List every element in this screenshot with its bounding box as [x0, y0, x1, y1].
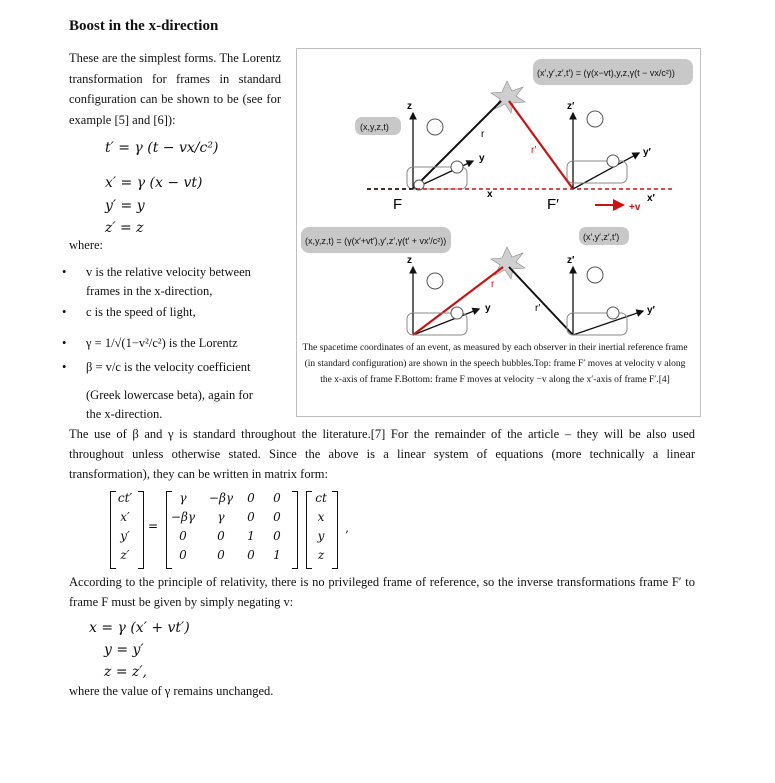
matrix-equation — [110, 491, 370, 569]
matrix-cell: 0 — [179, 529, 187, 543]
top-axis-x: x — [487, 189, 493, 200]
matrix-cell: γ — [179, 491, 187, 505]
equation-x: x′ = γ (x − vt) — [105, 175, 203, 191]
body-paragraph-3: According to the principle of relativity, there is no privileged frame of reference, so the inverse transformations frame F′ to frame F must be given by simply negating v: — [69, 575, 695, 609]
rhs-cell: y — [317, 529, 325, 543]
bullet-note-line: the x-direction. — [86, 407, 163, 421]
inverse-equation-y: y = y′ — [104, 642, 144, 658]
intro-paragraph: These are the simplest forms. The Lorentz transformation for frames in standard configuration can be shown to be (see for example [5] and [6]): — [69, 51, 281, 127]
bottom-rp-label: r′ — [535, 303, 541, 314]
matrix-cell: 0 — [273, 491, 281, 505]
bullet-text: v is the relative velocity between — [86, 265, 251, 279]
matrix-cell: −βγ — [170, 510, 196, 524]
where-label: where: — [69, 238, 104, 252]
matrix-cell: 0 — [247, 510, 255, 524]
top-rp-label: r′ — [531, 145, 537, 156]
bottom-axis-yp: y′ — [647, 305, 655, 316]
matrix-cell: 0 — [247, 548, 255, 562]
top-r-vector — [413, 101, 501, 189]
figure-diagram — [297, 49, 700, 339]
bottom-left-bubble-text: (x,y,z,t) = (γ(x′+vt′),y′,z′,γ(t′ + vx′/c²)) — [305, 236, 447, 246]
frame-F-label: F — [393, 196, 403, 213]
velocity-label: +v — [629, 202, 641, 213]
matrix-cell: 0 — [217, 548, 225, 562]
matrix-cell: 1 — [247, 529, 255, 543]
equals-sign: = — [147, 519, 159, 533]
rhs-cell: z — [317, 548, 325, 562]
bottom-axis-z: z — [407, 255, 412, 266]
matrix-cell: 0 — [273, 510, 281, 524]
matrix-cell: 1 — [273, 548, 281, 562]
bullet-note-line: (Greek lowercase beta), again for — [86, 388, 253, 402]
bullet-text: frames in the x-direction, — [86, 284, 213, 298]
top-r-label: r — [481, 129, 485, 140]
bullet-text: c is the speed of light, — [86, 305, 196, 319]
inverse-equation-z: z = z′, — [104, 664, 148, 680]
top-axis-zp: z′ — [567, 101, 575, 112]
equation-z: z′ = z — [105, 220, 144, 236]
figure-caption: The spacetime coordinates of an event, as measured by each observer in their inertial reference frame (in standard configuration) are shown in the speech bubbles.Top: frame F′ moves at velocity v along the x-axis of frame F.Bottom: frame F moves at velocity −v along the x′-axis of frame F′.[4] — [302, 343, 688, 385]
observer-head-icon — [427, 119, 443, 135]
rhs-cell: x — [317, 510, 325, 524]
body-paragraph-2: The use of β and γ is standard throughout the literature.[7] For the remainder of the article – they will be also used throughout unless otherwise stated. Since the above is a linear system of equations (more technically a linear transformation), they can be written in matrix form: — [69, 427, 695, 481]
bottom-r-label: r — [491, 279, 495, 290]
frame-Fp-label: F′ — [547, 196, 559, 213]
matrix-comma: , — [345, 521, 349, 535]
bullet-text: β = v/c is the velocity coefficient — [86, 360, 251, 374]
top-axis-z: z — [407, 101, 412, 112]
top-axis-yp: y′ — [643, 147, 651, 158]
lhs-cell: ct′ — [117, 491, 133, 505]
bottom-axis-zp: z′ — [567, 255, 575, 266]
matrix-cell: 0 — [273, 529, 281, 543]
event-star-icon — [491, 247, 525, 279]
matrix-cell: 0 — [179, 548, 187, 562]
top-left-bubble-text: (x,y,z,t) — [360, 122, 389, 132]
bottom-right-bubble-text: (x′,y′,z′,t′) — [583, 232, 620, 242]
lhs-cell: y′ — [120, 529, 130, 543]
top-axis-xp: x′ — [647, 193, 655, 204]
bullet-text: γ = 1/√(1−v²/c²) is the Lorentz — [86, 336, 238, 350]
section-title: Boost in the x-direction — [69, 18, 219, 34]
lhs-cell: x′ — [120, 510, 130, 524]
bottom-r-vector — [413, 267, 503, 335]
matrix-cell: −βγ — [208, 491, 234, 505]
final-sentence: where the value of γ remains unchanged. — [69, 684, 274, 698]
bottom-axis-y: y — [485, 303, 491, 314]
lhs-cell: z′ — [120, 548, 130, 562]
event-star-icon — [491, 81, 525, 113]
bottom-rp-vector — [509, 267, 573, 335]
bullet-note — [86, 386, 296, 424]
rhs-cell: ct — [315, 491, 327, 505]
equation-t: t′ = γ (t − vx/c²) — [105, 140, 219, 156]
top-right-bubble-text: (x′,y′,z′,t′) = (γ(x−vt),y,z,γ(t − vx/c²)) — [537, 68, 675, 78]
top-axis-y: y — [479, 153, 485, 164]
matrix-cell: γ — [217, 510, 225, 524]
matrix-cell: 0 — [247, 491, 255, 505]
top-rp-vector — [509, 101, 573, 189]
inverse-equation-x: x = γ (x′ + vt′) — [89, 620, 190, 636]
equation-y: y′ = y — [105, 198, 145, 214]
matrix-cell: 0 — [217, 529, 225, 543]
